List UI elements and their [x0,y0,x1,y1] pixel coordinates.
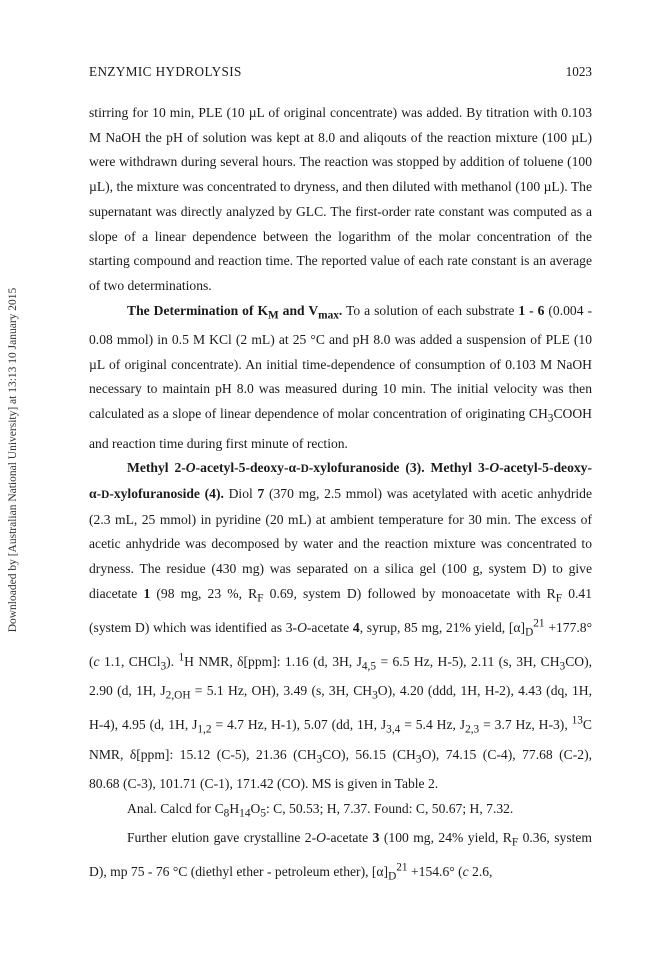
paragraph-2-heading: The Determination of $K_M$ and $V_{max}$. [127,302,343,322]
paragraph-2-text: To a solution of each substrate 1 - 6 (0.004 - 0.08 mmol) in 0.5 M KCl (2 mL) at 25 °C and pH 8.0 was added a suspension of PLE (10 µL of original concentrate). An initial time-dependence of consumption of 0.103 M NaOH necessary to maintain pH 8.0 was measured during 10 min. The initial velocity was then calculated as a slope of linear dependence of molar concentration of originating $CH_3COOH$ and reaction time during first minute of rection. [89,302,592,451]
paragraph-3-heading: Methyl 2-O-acetyl-5-deoxy-α-D-xylofuranoside (3). Methyl 3-O-acetyl-5-deoxy-α-D-xylofuranoside (4). [89,460,592,501]
paragraph-4-text: Anal. Calcd for $C_8H_{14}O_5$: C, 50.53; H, 7.37. Found: C, 50.67; H, 7.32. [127,800,514,820]
running-header [89,64,592,80]
download-watermark [4,250,22,670]
paragraph-5-text: Further elution gave crystalline 2-O-acetate 3 (100 mg, 24% yield, $R_F$ 0.36, system D), mp 75 - 76 °C (diethyl ether - petroleum ether), $[\alpha]_D^{21} +154.6^\circ$ (c 2.6, [89,830,592,883]
page-number: 1023 [565,64,592,79]
article-body [89,101,592,889]
running-title: ENZYMIC HYDROLYSIS [89,64,242,79]
paragraph-3-text: Diol 7 (370 mg, 2.5 mmol) was acetylated with acetic anhydride (2.3 mL, 25 mmol) in pyridine (20 mL) at ambient temperature for 30 min. The excess of acetic anhydride was decomposed by water and the reaction mixture was concentrated to dryness. The residue (430 mg) was separated on a silica gel (100 g, system D) to give diacetate 1 (98 mg, 23 %, $R_F$ 0.69, system D) followed by monoacetate with $R_F$ 0.41 (system D) which was identified as 3-O-acetate 4, syrup, 85 mg, 21% yield, $[\alpha]_D^{21} +177.8^\circ$ (c 1.1, CHCl$_3$). $^1$H NMR, δ[ppm]: 1.16 (d, 3H, $J_{4,5} = 6.5$ Hz, H-5), 2.11 (s, 3H, $CH_3CO$), 2.90 (d, 1H, $J_{2,OH} = 5.1$ Hz, OH), 3.49 (s, 3H, $CH_3O$), 4.20 (ddd, 1H, H-2), 4.43 (dq, 1H, H-4), 4.95 (d, 1H, $J_{1,2} = 4.7$ Hz, H-1), 5.07 (dd, 1H, $J_{3,4} = 5.4$ Hz, $J_{2,3} = 3.7$ Hz, H-3), $^{13}$C NMR, δ[ppm]: 15.12 (C-5), 21.36 $(CH_3CO)$, 56.15 $(CH_3O)$, 74.15 (C-4), 77.68 (C-2), 80.68 (C-3), 101.71 (C-1), 171.42 (CO). MS is given in Table 2. [89,485,593,791]
paragraph-4 [89,797,592,826]
paragraph-2 [89,299,592,457]
paragraph-3 [89,456,592,796]
paragraph-1-text: stirring for 10 min, PLE (10 µL of original concentrate) was added. By titration with 0.103 M NaOH the pH of solution was kept at 8.0 and aliqouts of the reaction mixture (100 µL) were withdrawn during several hours. The reaction was stopped by addition of toluene (100 µL), the mixture was concentrated to dryness, and then diluted with methanol (100 µL). The supernatant was directly analyzed by GLC. The first-order rate constant was computed as a slope of a linear dependence between the logarithm of the molar concentration of the starting compound and reaction time. The reported value of each rate constant is an average of two determinations. [89,105,592,293]
download-watermark-text: Downloaded by [Australian National University] at 13:13 10 January 2015 [7,287,19,633]
paragraph-1 [89,101,592,299]
paragraph-5 [89,826,592,889]
